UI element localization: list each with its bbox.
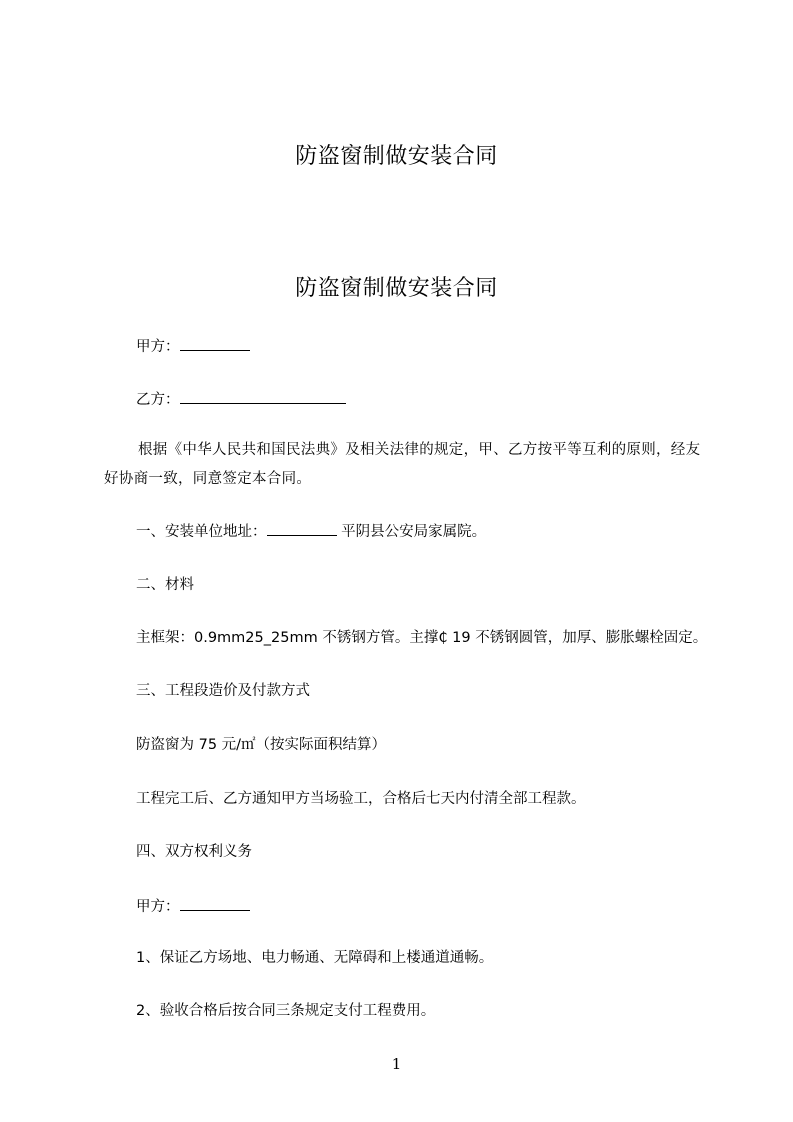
party-a-blank — [180, 335, 250, 351]
party-a-line — [136, 335, 250, 358]
party-b-line — [136, 388, 346, 411]
section4-heading: 四、双方权利义务 — [136, 844, 252, 860]
intro-paragraph: 根据《中华人民共和国民法典》及相关法律的规定，甲、乙方按平等互利的原则，经友好协商一致，同意签定本合同。 — [104, 442, 701, 487]
section1-suffix: 平阴县公安局家属院。 — [341, 524, 487, 540]
section4-item-1: 1、保证乙方场地、电力畅通、无障碍和上楼通道通畅。 — [136, 950, 494, 966]
section2-heading: 二、材料 — [136, 577, 194, 593]
party-a-label: 甲方： — [136, 339, 180, 355]
section1-prefix: 一、安装单位地址： — [136, 524, 267, 540]
page-number: 1 — [391, 1055, 402, 1073]
section4-party-a-blank — [180, 895, 250, 911]
main-title: 防盗窗制做安装合同 — [295, 276, 498, 301]
party-b-blank — [180, 388, 346, 404]
section4-party-a-line — [136, 895, 250, 918]
cover-title: 防盗窗制做安装合同 — [295, 144, 498, 169]
section4-item-2: 2、验收合格后按合同三条规定支付工程费用。 — [136, 1003, 436, 1019]
address-blank — [267, 520, 337, 536]
section3-payment: 工程完工后、乙方通知甲方当场验工，合格后七天内付清全部工程款。 — [136, 791, 586, 807]
section2-text: 主框架：0.9mm25_25mm 不锈钢方管。主撑₵ 19 不锈钢圆管，加厚、膨胀螺栓固定。 — [136, 630, 708, 646]
section3-heading: 三、工程段造价及付款方式 — [136, 683, 310, 699]
party-b-label: 乙方： — [136, 392, 180, 408]
section1-line — [136, 520, 486, 543]
section3-price: 防盗窗为 75 元/㎡（按实际面积结算） — [136, 737, 387, 753]
section4-party-a-label: 甲方： — [136, 899, 180, 915]
